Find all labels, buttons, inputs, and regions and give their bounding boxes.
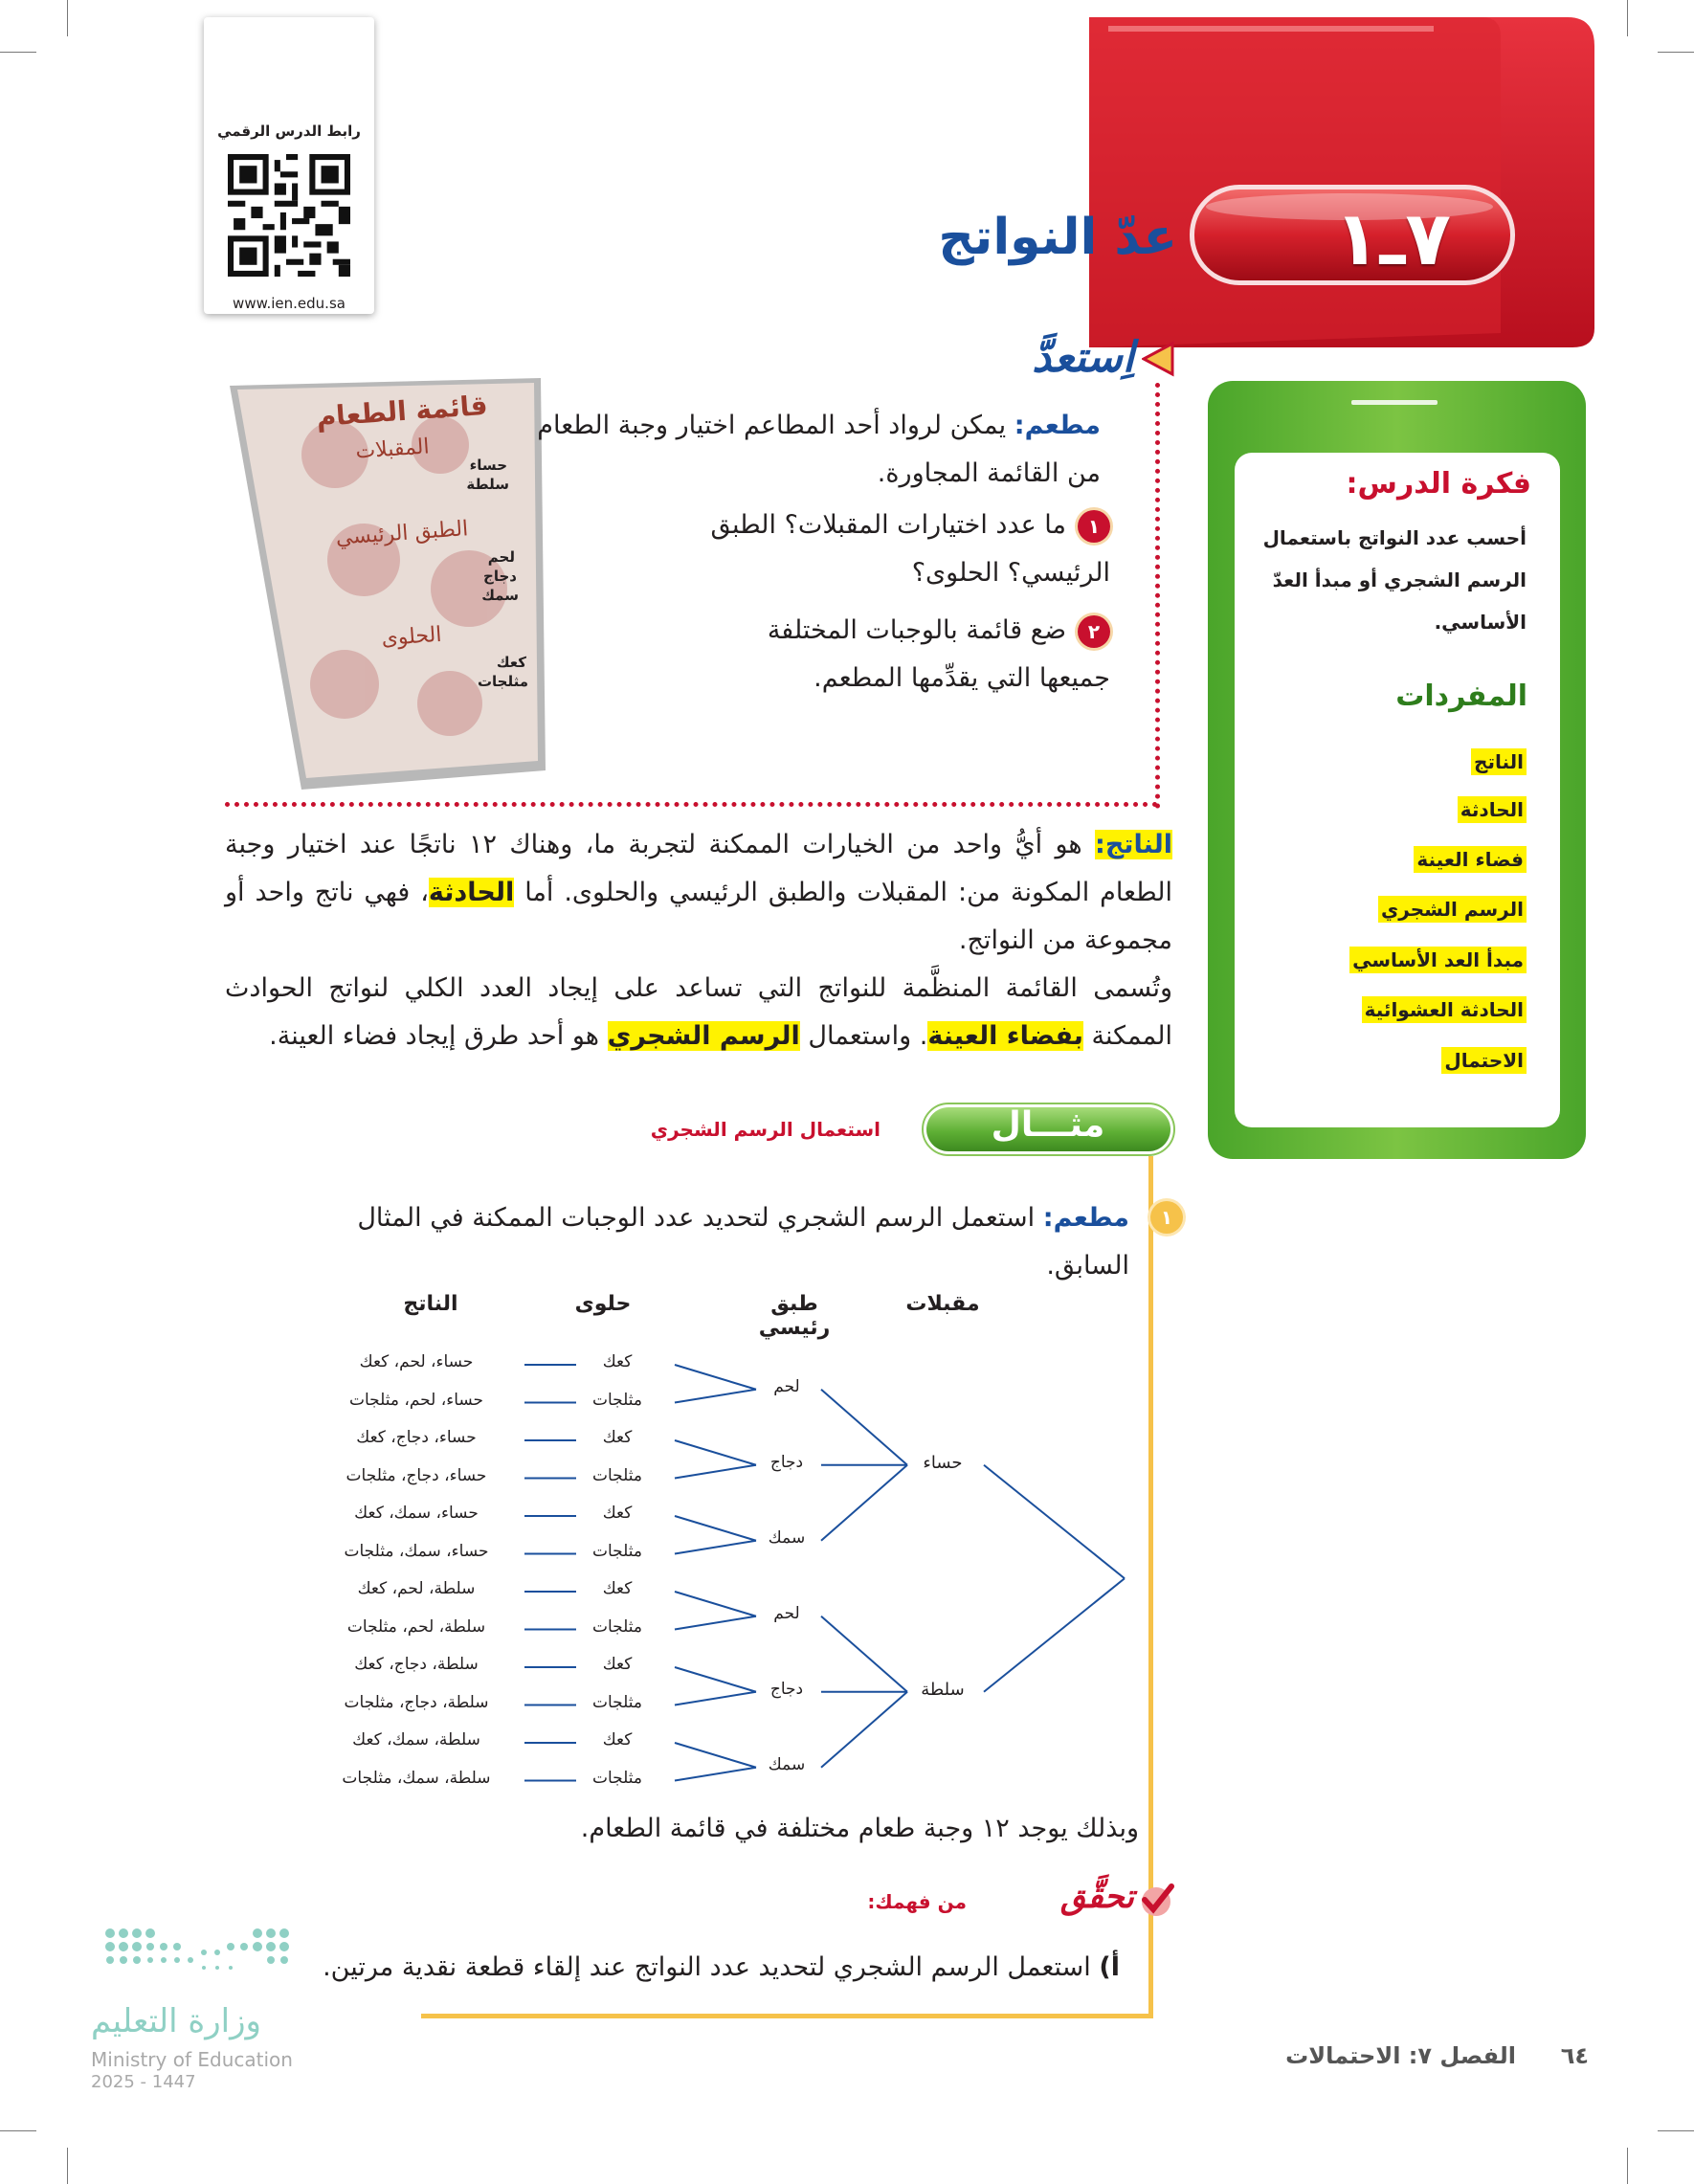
branch-line [675,1440,756,1465]
paragraph [225,965,1172,1060]
ministry-year: 2025 - 1447 [91,2072,196,2092]
menu-image [230,378,546,790]
header-outcome: الناتج [403,1292,458,1316]
dotted-divider [1155,383,1160,809]
vocab-item[interactable]: الرسم الشجري [1378,896,1527,923]
dessert-node: مثلجات [591,1465,643,1485]
page-number: ٦٤ [1560,2042,1589,2069]
crop-mark [1627,2148,1628,2184]
branch-line [675,1616,756,1630]
main-node: دجاج [769,1452,804,1472]
branch-line [675,1390,756,1403]
vocab-item[interactable]: الحادثة العشوائية [1362,996,1527,1023]
vocab-title: المفردات [1395,680,1527,713]
crop-mark [67,2148,68,2184]
menu-item: لحم [487,548,515,566]
outcome-label: حساء، لحم، كعك [359,1352,474,1371]
lesson-number: ٧ـ١ [1334,196,1451,282]
dessert-node: مثلجات [591,1390,643,1410]
question-text: استعمل الرسم الشجري لتحديد عدد النواتج عند إلقاء قطعة نقدية مرتين. [323,1952,1091,1982]
dessert-node: كعك [602,1579,633,1598]
outcome-label: سلطة، لحم، مثلجات [346,1616,486,1637]
appetizer-node: حساء [923,1452,963,1473]
main-node: دجاج [769,1679,804,1699]
menu-item: دجاج [483,568,517,585]
branch-line [984,1465,1125,1579]
check-question [287,1952,1120,1982]
main-node: لحم [773,1603,800,1623]
lesson-title: عدّ النواتج [938,209,1177,266]
main-node: لحم [773,1376,800,1396]
menu-item: مثلجات [477,673,528,690]
ready-keyword: مطعم: [1014,411,1101,440]
question-text: ما عدد اختيارات المقبلات؟ الطبق الرئيسي؟ الحلوى؟ [710,510,1110,588]
header-appetizer: مقبلات [905,1292,980,1316]
lesson-body [225,821,1172,1060]
qr-url[interactable]: www.ien.edu.sa [233,295,345,312]
outcome-label: سلطة، دجاج، مثلجات [344,1692,489,1712]
outcome-label: سلطة، لحم، كعك [357,1579,476,1598]
dessert-node: كعك [602,1352,633,1371]
crop-mark [1658,52,1694,53]
check-icon [1137,1881,1175,1919]
branch-line [675,1516,756,1541]
branch-line [821,1465,907,1541]
ministry-logo [91,1914,311,2125]
example-number: ١ [1150,1201,1183,1234]
main-node: سمك [768,1527,806,1548]
term-outcome: الناتج: [1095,830,1172,859]
question-text: ضع قائمة بالوجبات المختلفة جميعها التي يقدِّمها المطعم. [767,615,1110,693]
branch-line [675,1365,756,1390]
example-keyword: مطعم: [1042,1203,1129,1233]
branch-line [675,1592,756,1616]
dessert-node: كعك [602,1428,633,1447]
lesson-banner [1051,17,1596,347]
paragraph [225,821,1172,965]
menu-title: قائمة الطعام [315,389,489,434]
crop-mark [1627,0,1628,36]
term-event: الحادثة [428,878,515,907]
branch-line [675,1743,756,1768]
appetizer-node: سلطة [921,1679,965,1700]
branch-line [821,1390,907,1465]
vocab-item[interactable]: فضاء العينة [1414,846,1527,873]
ministry-ar: وزارة التعليم [91,2002,261,2040]
menu-item: سلطة [466,476,509,493]
text-run: هو أحد طرق إيجاد فضاء العينة. [269,1021,608,1051]
dessert-node: كعك [602,1655,633,1674]
crop-mark [1658,2130,1694,2131]
check-title: تحقَّق [1060,1878,1134,1916]
example-text: استعمل الرسم الشجري لتحديد عدد الوجبات الممكنة في المثال السابق. [357,1203,1129,1281]
outcome-label: حساء، سمك، كعك [354,1504,479,1523]
qr-code[interactable] [228,154,350,277]
menu-section: الطبق الرئيسي [335,517,469,550]
example-rail [421,2014,1153,2018]
page-footer [1139,2042,1589,2069]
branch-line [675,1541,756,1554]
ministry-dots [91,1914,311,2000]
text-run: ، فهي ناتج واحد أو مجموعة من النواتج. [225,878,1172,955]
ready-question [517,607,1129,702]
crop-mark [0,2130,36,2131]
example-prompt [287,1194,1129,1290]
qr-label: رابط الدرس الرقمي [217,123,361,140]
branch-line [984,1578,1125,1692]
ready-lead [517,402,1129,498]
outcome-label: حساء، لحم، مثلجات [348,1390,484,1410]
example-subtitle: استعمال الرسم الشجري [650,1118,880,1141]
question-label: أ) [1099,1952,1120,1982]
text-run: وتُسمى القائمة المنظَّمة للنواتج التي تساعد على إيجاد العدد الكلي لنواتج الحوادث الممكنة [225,973,1172,1051]
dessert-node: مثلجات [591,1692,643,1712]
text-run: . واستعمال [799,1021,928,1051]
example-conclusion: وبذلك يوجد ١٢ وجبة طعام مختلفة في قائمة الطعام. [580,1814,1139,1843]
outcome-label: حساء، دجاج، كعك [356,1428,477,1447]
term-tree-diagram: الرسم الشجري [607,1021,800,1051]
chapter-name: الفصل ٧: الاحتمالات [1285,2042,1516,2069]
outcome-label: حساء، دجاج، مثلجات [345,1465,487,1485]
dessert-node: مثلجات [591,1541,643,1561]
idea-title: فكرة الدرس: [1346,467,1531,501]
text-run: هو أيُّ واحد من الخيارات الممكنة لتجربة ما، وهناك ١٢ ناتجًا عند اختيار وجبة الطعام المكونة من: المقبلات والطبق الرئيسي والحلوى. أما [225,830,1172,907]
dessert-node: مثلجات [591,1616,643,1637]
check-subtitle: من فهمك: [867,1890,967,1913]
ready-content [517,402,1129,702]
menu-section: الحلوى [380,622,443,652]
crop-mark [67,0,68,36]
ministry-en: Ministry of Education [91,2048,293,2071]
outcome-label: سلطة، سمك، كعك [352,1730,480,1749]
dessert-node: مثلجات [591,1768,643,1788]
ready-title: اِستعدَّ [1032,333,1134,382]
vocab-item[interactable]: مبدأ العد الأساسي [1349,947,1527,973]
outcome-label: سلطة، سمك، مثلجات [342,1768,491,1788]
dessert-node: كعك [602,1730,633,1749]
outcome-label: حساء، سمك، مثلجات [344,1541,489,1561]
branch-line [675,1465,756,1479]
menu-item: كعك [496,654,526,671]
branch-line [675,1692,756,1705]
menu-item: سمك [481,587,519,604]
ready-question [517,501,1129,597]
question-number: ١ [1078,510,1110,543]
vocab-item[interactable]: الناتج [1471,748,1527,775]
vocab-item[interactable]: الاحتمال [1441,1047,1527,1074]
branch-line [821,1616,907,1692]
outcome-label: سلطة، دجاج، كعك [354,1655,479,1674]
vocab-item[interactable]: الحادثة [1458,796,1527,823]
dessert-node: كعك [602,1504,633,1523]
header-main: طبق رئيسي [758,1292,831,1340]
question-number: ٢ [1078,615,1110,648]
branch-line [821,1692,907,1768]
crop-mark [0,52,36,53]
menu-item: حساء [469,457,507,474]
term-sample-space: بفضاء العينة [927,1021,1083,1051]
header-dessert: حلوى [574,1292,632,1316]
idea-text: أحسب عدد النواتج باستعمال الرسم الشجري أو مبدأ العدّ الأساسي. [1262,526,1527,634]
triangle-icon [1142,340,1174,378]
example-label: مثـــال [991,1105,1105,1145]
tree-diagram [335,1282,1139,1799]
dotted-divider [225,802,1158,807]
main-node: سمك [768,1754,806,1774]
qr-card[interactable] [204,17,374,314]
menu-section: المقبلات [354,435,431,464]
branch-line [675,1667,756,1692]
branch-line [675,1768,756,1781]
ready-lead-text: يمكن لرواد أحد المطاعم اختيار وجبة الطعام من القائمة المجاورة. [537,411,1101,488]
